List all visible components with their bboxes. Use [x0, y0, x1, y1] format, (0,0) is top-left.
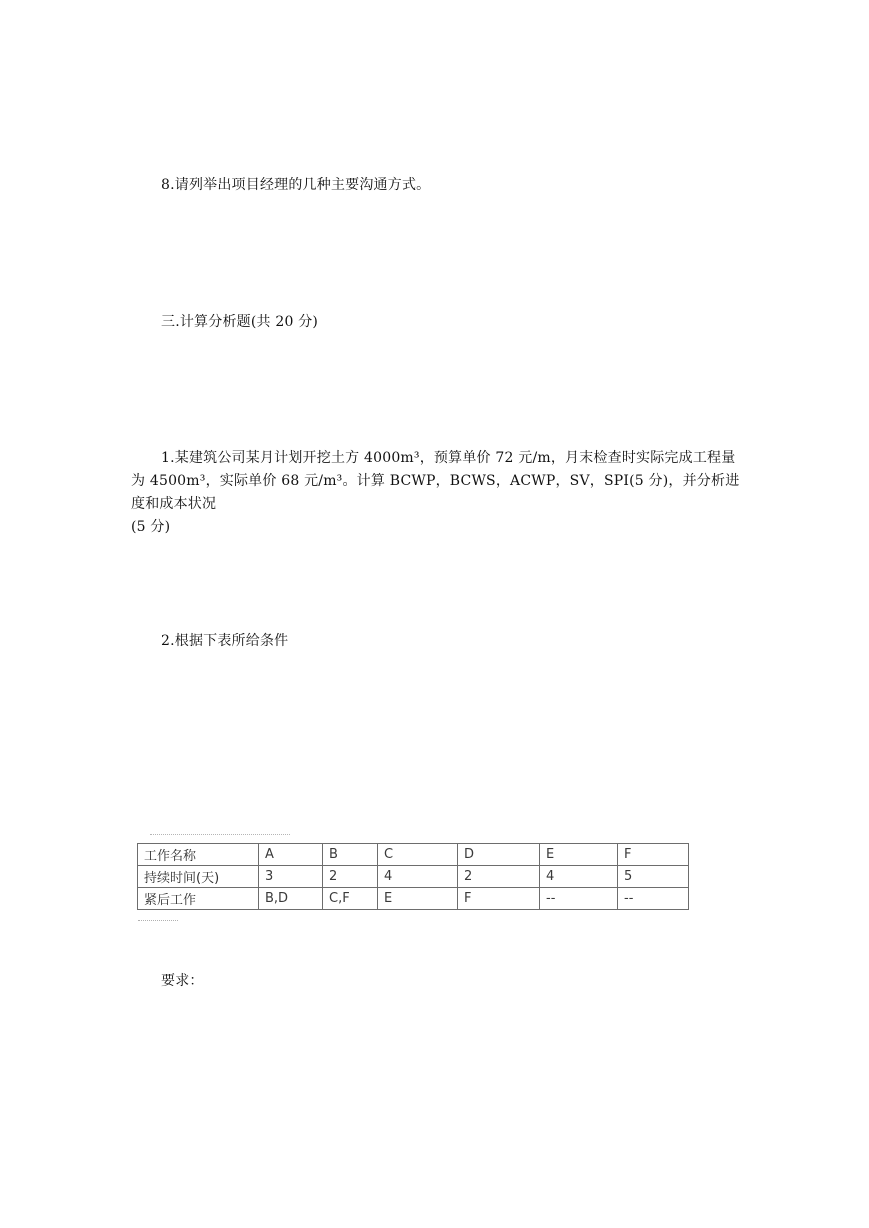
table-cell: E — [378, 888, 458, 910]
table-cell: F — [458, 888, 540, 910]
scan-artifact — [150, 834, 290, 839]
table-cell: B,D — [259, 888, 323, 910]
table-cell: 紧后工作 — [138, 888, 259, 910]
table-row — [138, 888, 689, 910]
question-1-line-2: 为 4500m³，实际单价 68 元/m³。计算 BCWP，BCWS，ACWP，SV，SPI(5 分)，并分析进度和成本状况 — [131, 473, 740, 512]
table-cell: 2 — [458, 866, 540, 888]
requirement-label: 要求： — [161, 973, 204, 989]
table-cell: A — [259, 844, 323, 866]
question-2: 2.根据下表所给条件 — [161, 633, 289, 649]
table-cell: 4 — [378, 866, 458, 888]
table-cell: 5 — [618, 866, 689, 888]
question-1-line-3: (5 分) — [131, 519, 171, 535]
table-row — [138, 866, 689, 888]
work-table — [137, 843, 689, 910]
table-cell: B — [323, 844, 378, 866]
question-1 — [131, 447, 751, 539]
table-cell: 持续时间(天) — [138, 866, 259, 888]
question-1-line-1: 1.某建筑公司某月计划开挖土方 4000m³，预算单价 72 元/m，月末检查时实际完成工程量 — [161, 450, 736, 466]
table-cell: 2 — [323, 866, 378, 888]
table-cell: -- — [618, 888, 689, 910]
question-8: 8.请列举出项目经理的几种主要沟通方式。 — [161, 177, 431, 193]
table-cell: 3 — [259, 866, 323, 888]
table-cell: E — [540, 844, 618, 866]
scan-artifact — [138, 920, 178, 924]
table-cell: 工作名称 — [138, 844, 259, 866]
table-cell: C,F — [323, 888, 378, 910]
table-cell: 4 — [540, 866, 618, 888]
table-row — [138, 844, 689, 866]
table-cell: F — [618, 844, 689, 866]
table-cell: C — [378, 844, 458, 866]
section-3-heading: 三.计算分析题(共 20 分) — [161, 314, 319, 330]
table-cell: D — [458, 844, 540, 866]
table-cell: -- — [540, 888, 618, 910]
